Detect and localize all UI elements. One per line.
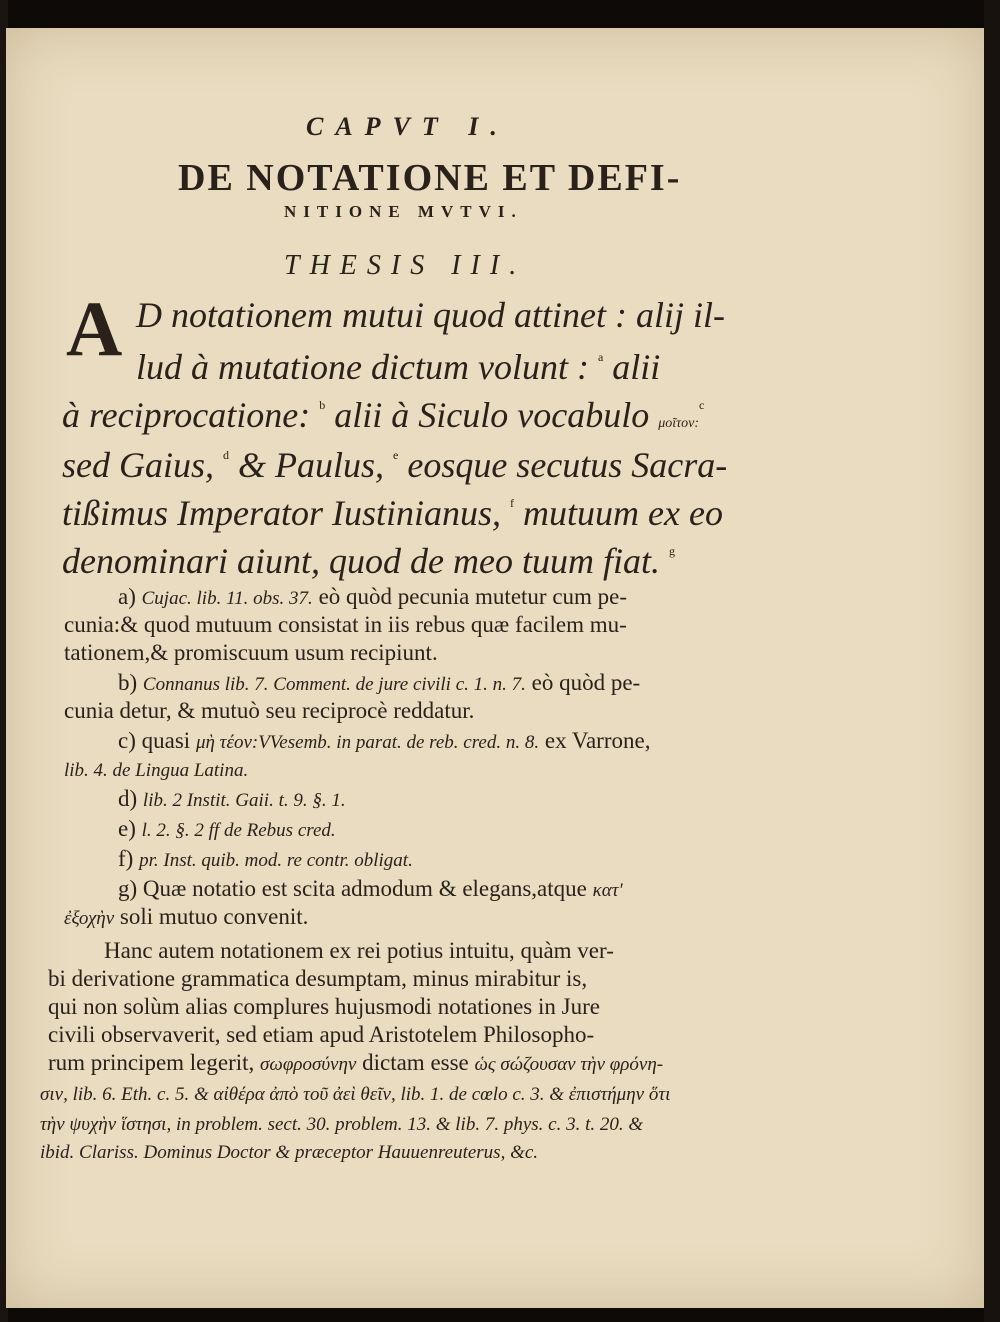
paragraph-text: dictam esse [356, 1050, 475, 1075]
paragraph-line-8 [40, 1138, 538, 1164]
footnote-label: f) [118, 846, 134, 871]
footnote-marker: d [223, 448, 229, 462]
citation: Connanus lib. 7. Comment. de jure civili c. 1. n. 7. [142, 674, 526, 695]
greek-word: αἰθέρα ἀπὸ τοῦ ἀεὶ θεῖν, [213, 1084, 396, 1105]
footnote-text: Quæ notatio est scita admodum & elegans,atque [137, 876, 593, 901]
main-text: alii à Siculo vocabulo [325, 395, 659, 435]
greek-word: ὡς σώζουσαν τὴν φρόνη- [474, 1054, 664, 1075]
paragraph-text: rum principem legerit, [48, 1050, 261, 1075]
footnote-text: eò quòd pecunia mutetur cum pe- [312, 584, 628, 609]
main-text: à reciprocatione: [62, 395, 320, 435]
footnote-a [118, 584, 627, 610]
footnote-b-line-2: cunia detur, & mutuò seu reciprocè reddatur. [64, 698, 475, 723]
title-line-1: DE NOTATIONE ET DEFI- [178, 157, 682, 199]
thesis-heading: THESIS III. [284, 250, 527, 281]
greek-word: μοῖτον: [658, 416, 700, 431]
footnote-c [118, 728, 650, 754]
citation: , in problem. sect. 30. problem. 13. & lib. 7. phys. c. 3. t. 20. & [166, 1114, 644, 1135]
paragraph-line-6 [40, 1080, 670, 1106]
footnote-marker: e [393, 448, 399, 462]
footnote-marker: f [510, 496, 515, 510]
citation: Cujac. lib. 11. obs. 37. [141, 588, 313, 609]
paragraph-line-1: Hanc autem notationem ex rei potius intuitu, quàm ver- [104, 938, 614, 963]
footnote-g-line-2 [64, 904, 308, 930]
footnote-label: a) [118, 584, 136, 609]
main-line-1 [136, 294, 725, 336]
main-line-4 [62, 444, 727, 486]
main-line-5 [62, 492, 723, 534]
main-text: D notationem mutui quod attinet : alij il- [136, 295, 725, 335]
main-text: sed Gaius, [62, 445, 223, 485]
citation: lib. 6. Eth. c. 5. & [67, 1084, 214, 1105]
paragraph-line-2: bi derivatione grammatica desumptam, minus mirabitur is, [48, 966, 588, 991]
book-page [6, 28, 984, 1308]
footnote-marker: c [699, 398, 705, 412]
citation: VVesemb. in parat. de reb. cred. n. 8. [258, 732, 540, 753]
paragraph-line-4: civili observaverit, sed etiam apud Aristotelem Philosopho- [48, 1022, 595, 1047]
greek-word: μὴ τέον: [195, 732, 259, 753]
greek-word: τὴν ψυχὴν ἵστησι [40, 1114, 167, 1135]
chapter-heading: CAPVT I. [306, 112, 509, 141]
footnote-text: eò quòd pe- [525, 670, 641, 695]
footnote-label: c) [118, 728, 136, 753]
citation: pr. Inst. quib. mod. re contr. obligat. [139, 850, 413, 871]
footnote-text: ex Varrone, [539, 728, 651, 753]
greek-word: ἐξοχὴν [64, 908, 115, 929]
footnote-a-line-3: tationem,& promiscuum usum recipiunt. [64, 640, 438, 665]
citation: ibid. Clariss. Dominus Doctor & præceptor Hauuenreuterus, &c. [40, 1142, 539, 1163]
footnote-marker: g [668, 544, 675, 558]
footnote-label: d) [118, 786, 138, 811]
main-text: tißimus Imperator Iustinianus, [62, 493, 511, 533]
footnote-text: quasi [135, 728, 196, 753]
footnote-f [118, 846, 413, 872]
drop-capital: A [66, 285, 123, 372]
greek-word: κατ' [592, 880, 623, 901]
main-line-6 [62, 540, 675, 582]
main-line-2 [136, 346, 660, 388]
right-scan-border [984, 0, 1000, 1322]
citation: lib. 4. de Lingua Latina. [64, 760, 249, 781]
greek-word: σιν, [40, 1084, 68, 1105]
footnote-g [118, 876, 623, 902]
footnote-marker: a [597, 350, 604, 364]
paragraph-line-7 [40, 1110, 643, 1136]
footnote-label: b) [118, 670, 138, 695]
main-text: lud à mutatione dictum volunt : [136, 347, 598, 387]
footnote-a-line-2: cunia:& quod mutuum consistat in iis rebus quæ facilem mu- [64, 612, 627, 637]
paragraph-line-5 [48, 1050, 663, 1076]
footnote-label: g) [118, 876, 138, 901]
citation: l. 2. §. 2 ff de Rebus cred. [141, 820, 336, 841]
main-text: alii [603, 347, 661, 387]
footnote-c-line-2 [64, 756, 248, 782]
paragraph-line-3: qui non solùm alias complures hujusmodi notationes in Jure [48, 994, 600, 1019]
main-line-3 [62, 394, 704, 436]
footnote-label: e) [118, 816, 136, 841]
footnote-marker: b [319, 398, 326, 412]
main-text: mutuum ex eo [514, 493, 723, 533]
main-text: & Paulus, [229, 445, 394, 485]
main-text: eosque secutus Sacra- [398, 445, 728, 485]
footnote-b [118, 670, 640, 696]
title-line-2: NITIONE MVTVI. [284, 202, 523, 221]
footnote-e [118, 816, 336, 842]
greek-word: σωφροσύνην [260, 1054, 357, 1075]
footnote-d [118, 786, 346, 812]
greek-word: ἐπιστήμην ὅτι [568, 1084, 671, 1105]
citation: lib. 1. de cœlo c. 3. & [395, 1084, 569, 1105]
citation: lib. 2 Instit. Gaii. t. 9. §. 1. [142, 790, 346, 811]
main-text: denominari aiunt, quod de meo tuum fiat. [62, 541, 669, 581]
footnote-text: soli mutuo convenit. [114, 904, 309, 929]
